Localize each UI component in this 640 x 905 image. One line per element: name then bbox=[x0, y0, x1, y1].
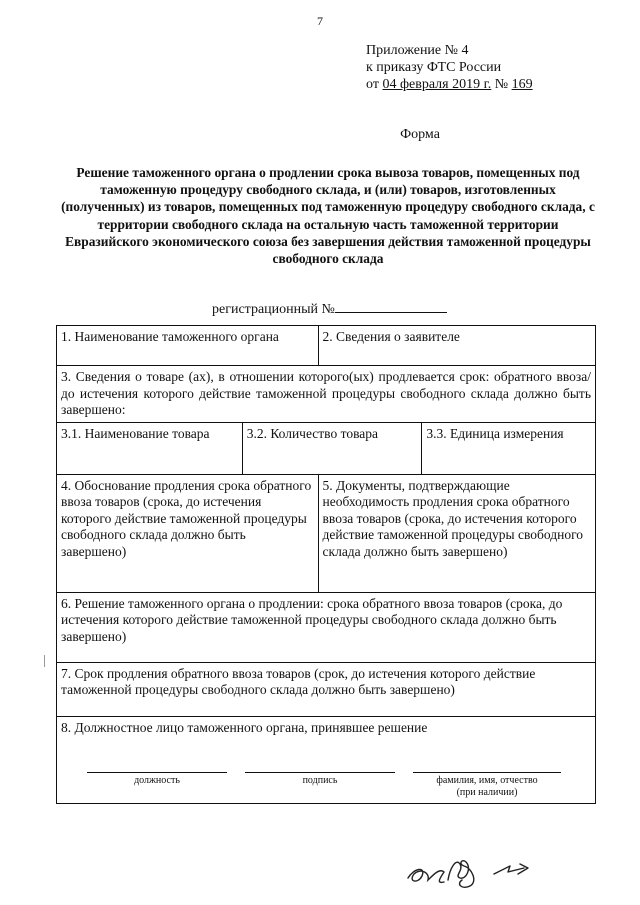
cell-extension-grounds: 4. Обоснование продления срока обратного ввоза товаров (срока, до истечения которого действие таможенной процедуры свободного склада должно быть завершено) bbox=[57, 474, 319, 592]
cell-goods-unit: 3.3. Единица измерения bbox=[422, 422, 596, 474]
cell-supporting-documents: 5. Документы, подтверждающие необходимость продления срока обратного ввоза товаров (срока, до истечения которого действие таможенной процедуры свободного склада должно быть завершено) bbox=[318, 474, 595, 592]
position-caption: должность bbox=[134, 775, 180, 786]
full-name-caption-line-2: (при наличии) bbox=[456, 787, 518, 798]
form-label: Форма bbox=[400, 127, 440, 142]
cell-customs-authority: 1. Наименование таможенного органа bbox=[57, 326, 319, 366]
cell-decision: 6. Решение таможенного органа о продлении: срока обратного ввоза товаров (срока, до истечения которого действие таможенной процедуры свободного склада должно быть завершено) bbox=[57, 592, 596, 662]
page-number: 7 bbox=[317, 14, 323, 28]
cell-applicant: 2. Сведения о заявителе bbox=[318, 326, 595, 366]
appendix-line-1: Приложение № 4 bbox=[366, 43, 469, 58]
signature-line bbox=[245, 772, 395, 773]
handwritten-signature bbox=[400, 838, 570, 894]
appendix-block bbox=[366, 42, 533, 93]
decision-form-table bbox=[56, 325, 596, 804]
appendix-line-3 bbox=[366, 76, 533, 93]
appendix-date: 04 февраля 2019 г. bbox=[382, 77, 492, 92]
official-label: 8. Должностное лицо таможенного органа, принявшее решение bbox=[61, 719, 428, 735]
margin-mark bbox=[44, 655, 45, 667]
cell-goods-name: 3.1. Наименование товара bbox=[57, 422, 243, 474]
cell-goods-info: 3. Сведения о товаре (ах), в отношении которого(ых) продлевается срок: обратного ввоза/ до истечения которого действие таможенной процедуры свободного склада должно быть завершено: bbox=[57, 366, 596, 423]
appendix-number: 169 bbox=[511, 77, 533, 92]
cell-official bbox=[57, 716, 596, 804]
registration-label: регистрационный № bbox=[212, 302, 335, 317]
cell-goods-quantity: 3.2. Количество товара bbox=[242, 422, 422, 474]
appendix-number-prefix: № bbox=[491, 77, 512, 92]
appendix-date-prefix: от bbox=[366, 77, 383, 92]
full-name-line bbox=[413, 772, 561, 773]
registration-number bbox=[212, 298, 447, 318]
position-line bbox=[87, 772, 227, 773]
signature-caption: подпись bbox=[302, 775, 338, 786]
full-name-caption-line-1: фамилия, имя, отчество bbox=[436, 775, 538, 786]
cell-extension-period: 7. Срок продления обратного ввоза товаров (срок, до истечения которого действие таможенной процедуры свободного склада должно быть завершено) bbox=[57, 662, 596, 716]
full-name-caption bbox=[413, 775, 561, 799]
signature-fields bbox=[61, 736, 591, 800]
appendix-line-2: к приказу ФТС России bbox=[366, 60, 502, 75]
document-title: Решение таможенного органа о продлении срока вывоза товаров, помещенных под таможенную процедуру свободного склада, и (или) товаров, изготовленных (полученных) из товаров, помещенных под таможенную процедуру свободного склада, с территории свободного склада на остальную часть таможенной территории Евразийского экономического союза без завершения действия таможенной процедуры свободного склада bbox=[61, 165, 595, 267]
registration-blank-line bbox=[335, 298, 447, 313]
